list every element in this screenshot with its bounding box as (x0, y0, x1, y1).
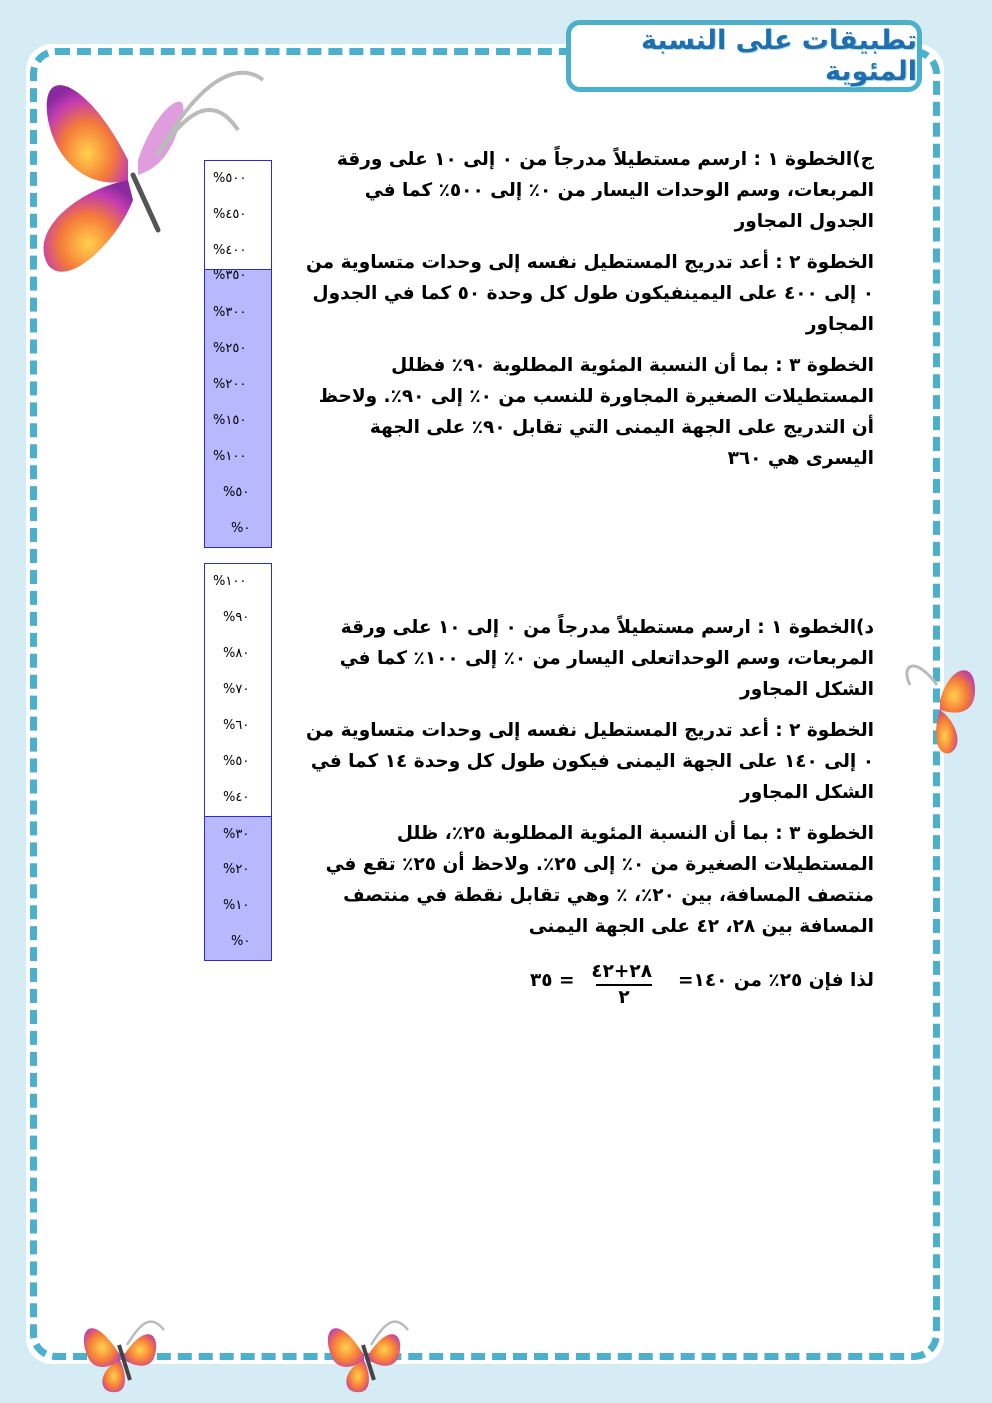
section-c-step3: الخطوة ٣ : بما أن النسبة المئوية المطلوبة ٩٠٪ فظلل المستطيلات الصغيرة المجاورة للنسب من ٠٪ إلى ٩٠٪. ولاحظ أن التدريج على الجهة اليمنى التي تقابل ٩٠٪ على الجهة اليسرى هي ٣٦٠ (318, 355, 874, 469)
formula-denominator: ٢ (618, 987, 630, 1008)
scale-d-cell: %٣٠ (205, 816, 271, 852)
scale-d-cell: %٢٠ (205, 852, 271, 888)
scale-d-cell: %٦٠ (223, 718, 250, 733)
scale-d-cell: %٤٠ (223, 790, 250, 805)
butterfly-small-right-icon (895, 645, 985, 760)
section-c-text (298, 144, 874, 484)
scale-d-cell: %٧٠ (223, 682, 250, 697)
butterfly-bottom-left-icon (72, 1300, 172, 1400)
page-title: تطبيقات على النسبة المئوية (640, 25, 917, 87)
scale-d-cell: %٠ (205, 924, 271, 960)
scale-c-cell: %٢٥٠ (205, 331, 271, 367)
section-d-text (298, 612, 874, 952)
scale-c-cell: %٤٠٠ (213, 243, 247, 258)
scale-c-cell: %٣٠٠ (205, 295, 271, 331)
scale-d-cell: %١٠٠ (213, 574, 247, 589)
scale-c-cell: %٥٠٠ (213, 171, 247, 186)
scale-c-cell: %١٠٠ (205, 439, 271, 475)
scale-c-cell: %٢٠٠ (205, 367, 271, 403)
formula-fraction (591, 960, 652, 1010)
scale-d-cell: %٥٠ (223, 754, 250, 769)
scale-c-cell: %١٥٠ (205, 403, 271, 439)
formula-numerator: ٢٨+٤٢ (596, 960, 652, 986)
formula (520, 960, 874, 1016)
section-c-step2: الخطوة ٢ : أعد تدريج المستطيل نفسه إلى وحدات متساوية من ٠ إلى ٤٠٠ على اليمينفيكون طول كل وحدة ٥٠ كما في الجدول المجاور (306, 252, 874, 335)
scale-c-cell: %٠ (205, 511, 271, 547)
butterfly-bottom-center-icon (316, 1300, 416, 1400)
scale-d-cell: %١٠ (205, 888, 271, 924)
formula-result: = ٣٥ (530, 970, 575, 991)
scale-d-cell: %٨٠ (223, 646, 250, 661)
title-box (566, 20, 922, 92)
scale-d-cell: %٩٠ (223, 610, 250, 625)
scale-d (204, 563, 272, 961)
scale-c-cell: %٣٥٠ (205, 269, 271, 295)
scale-c-cell: %٥٠ (205, 475, 271, 511)
formula-lead: لذا فإن ٢٥٪ من ١٤٠= (678, 970, 874, 991)
section-d-step3: الخطوة ٣ : بما أن النسبة المئوية المطلوبة ٢٥٪، ظلل المستطيلات الصغيرة من ٠٪ إلى ٢٥٪. ولاحظ أن ٢٥٪ تقع في منتصف المسافة، بين ٢٠٪، ٪ وهي تقابل نقطة في منتصف المسافة بين ٢٨، ٤٢ على الجهة اليمنى (325, 823, 874, 937)
section-d-step1: د)الخطوة ١ : ارسم مستطيلاً مدرجاً من ٠ إلى ١٠ على ورقة المربعات، وسم الوحداتعلى اليسار من ٠٪ إلى ١٠٠٪ كما في الشكل المجاور (339, 617, 874, 700)
scale-c (204, 160, 272, 548)
section-d-step2: الخطوة ٢ : أعد تدريج المستطيل نفسه إلى وحدات متساوية من ٠ إلى ١٤٠ على الجهة اليمنى فيكون طول كل وحدة ١٤ كما في الشكل المجاور (306, 720, 874, 803)
section-c-step1: ج)الخطوة ١ : ارسم مستطيلاً مدرجاً من ٠ إلى ١٠ على ورقة المربعات، وسم الوحدات اليسار من ٠٪ إلى ٥٠٠٪ كما في الجدول المجاور (336, 149, 874, 232)
scale-c-cell: %٤٥٠ (213, 207, 247, 222)
